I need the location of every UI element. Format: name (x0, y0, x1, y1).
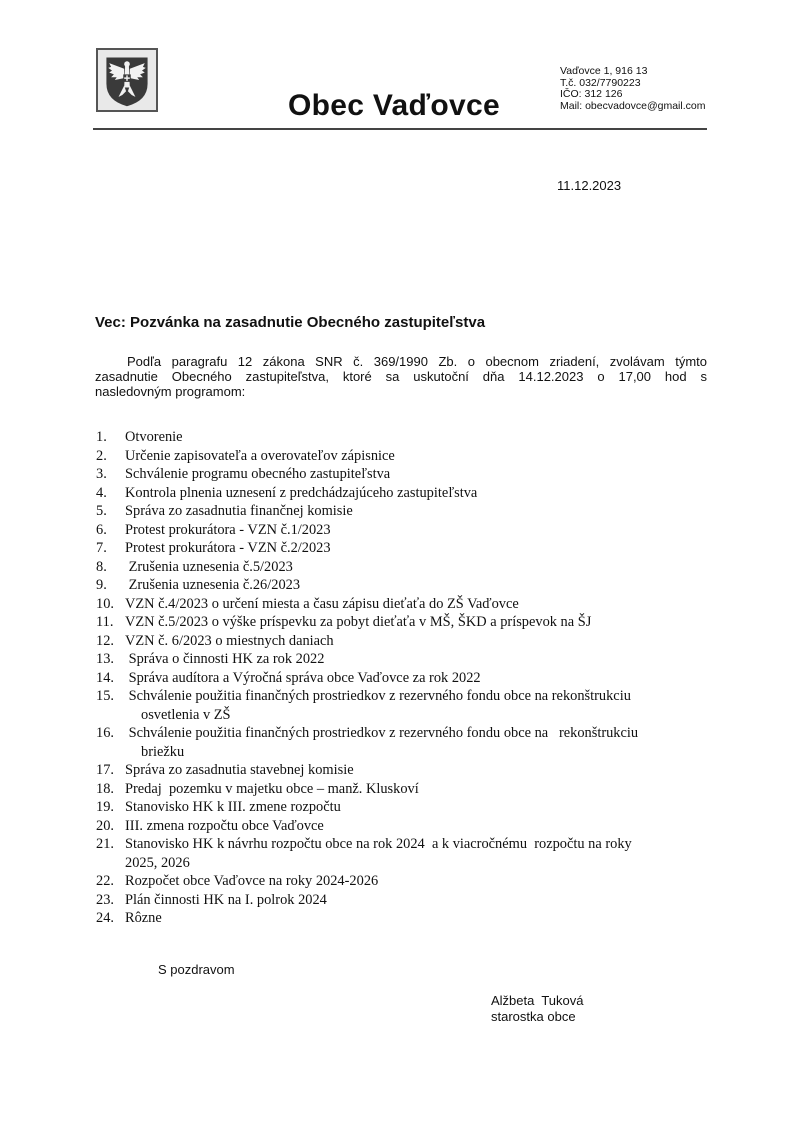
agenda-item (96, 724, 716, 761)
intro-paragraph (95, 354, 707, 399)
intro-line-1: Podľa paragrafu 12 zákona SNR č. 369/1990 Zb. o obecnom zriadení, zvolávam týmto (127, 354, 707, 369)
agenda-item-text (125, 835, 716, 872)
agenda-item (96, 891, 716, 910)
agenda-item (96, 502, 716, 521)
agenda-item-number: 9. (96, 577, 107, 593)
agenda-item (96, 428, 716, 447)
agenda-item (96, 798, 716, 817)
agenda-item-number: 11. (96, 614, 114, 630)
contact-phone: T.č. 032/7790223 (560, 76, 641, 89)
coat-of-arms-icon (96, 48, 158, 112)
agenda-item (96, 835, 716, 872)
signature-block (491, 993, 584, 1025)
agenda-item-number: 12. (96, 632, 114, 649)
signatory-role: starostka obce (491, 1009, 576, 1024)
agenda-item-number: 18. (96, 780, 114, 797)
agenda-item-number: 14. (96, 669, 114, 686)
letter-date: 11.12.2023 (557, 178, 622, 193)
agenda-item-text: III. zmena rozpočtu obce Vaďovce (125, 817, 324, 834)
agenda-item (96, 817, 716, 836)
agenda-item (96, 687, 716, 724)
agenda-item (96, 595, 716, 614)
agenda-item-number: 16. (96, 725, 114, 741)
agenda-item-number: 1. (96, 429, 107, 445)
agenda-item-text: Rôzne (125, 910, 162, 926)
agenda-item (96, 669, 716, 688)
agenda-item-text: Protest prokurátora - VZN č.2/2023 (125, 540, 331, 556)
agenda-item-text: Zrušenia uznesenia č.26/2023 (125, 577, 301, 593)
header-divider (93, 128, 707, 130)
agenda-list (96, 428, 716, 928)
contact-ico: IČO: 312 126 (560, 88, 623, 100)
contact-block (560, 66, 705, 112)
agenda-item-text: Správa o činnosti HK za rok 2022 (125, 651, 325, 667)
agenda-item (96, 650, 716, 669)
agenda-item-number: 2. (96, 447, 107, 464)
agenda-item-text: Správa zo zasadnutia finančnej komisie (125, 503, 353, 519)
agenda-item-text: Kontrola plnenia uznesení z predchádzajúceho zastupiteľstva (125, 484, 478, 501)
agenda-item (96, 576, 716, 595)
agenda-item-number: 19. (96, 799, 114, 815)
agenda-item (96, 613, 716, 632)
agenda-item (96, 521, 716, 540)
intro-line-2: zasadnutie Obecného zastupiteľstva, ktoré sa uskutoční dňa 14.12.2023 o 17,00 hod s (95, 369, 707, 384)
agenda-item (96, 447, 716, 466)
agenda-item-text: VZN č.5/2023 o výške príspevku za pobyt dieťaťa v MŠ, ŠKD a príspevok na ŠJ (125, 614, 592, 630)
agenda-item-number: 13. (96, 651, 114, 667)
signatory-name: Alžbeta Tuková (491, 993, 584, 1008)
agenda-item-text: Stanovisko HK k III. zmene rozpočtu (125, 799, 341, 815)
agenda-item (96, 558, 716, 577)
agenda-item-text: Schválenie programu obecného zastupiteľstva (125, 466, 391, 482)
agenda-item-text (125, 687, 716, 724)
agenda-item-number: 23. (96, 891, 114, 908)
agenda-item-continuation: osvetlenia v ZŠ (141, 706, 231, 723)
agenda-item-number: 4. (96, 484, 107, 501)
agenda-item-continuation: briežku (141, 743, 185, 760)
agenda-item-number: 22. (96, 873, 114, 889)
agenda-item-text: Protest prokurátora - VZN č.1/2023 (125, 521, 331, 538)
agenda-item-number: 3. (96, 466, 107, 482)
agenda-item-continuation: 2025, 2026 (125, 854, 190, 871)
agenda-item-line: Schválenie použitia finančných prostriedkov z rezervného fondu obce na rekonštrukciu (125, 725, 639, 741)
contact-address: Vaďovce 1, 916 13 (560, 65, 648, 77)
agenda-item-text (125, 724, 716, 761)
agenda-item (96, 872, 716, 891)
contact-mail: Mail: obecvadovce@gmail.com (560, 99, 706, 112)
agenda-item (96, 484, 716, 503)
agenda-item-number: 5. (96, 503, 107, 519)
agenda-item (96, 632, 716, 651)
agenda-item-text: Určenie zapisovateľa a overovateľov zápisnice (125, 447, 395, 464)
agenda-item-number: 24. (96, 910, 114, 926)
agenda-item-text: Zrušenia uznesenia č.5/2023 (125, 558, 293, 575)
agenda-item-text: Plán činnosti HK na I. polrok 2024 (125, 891, 327, 908)
agenda-item-number: 15. (96, 688, 114, 704)
municipality-title: Obec Vaďovce (288, 89, 500, 122)
eagle-crest-icon (98, 50, 156, 110)
agenda-item-text: VZN č. 6/2023 o miestnych daniach (125, 632, 334, 649)
agenda-item (96, 909, 716, 928)
agenda-item-number: 10. (96, 595, 114, 612)
agenda-item-line: Schválenie použitia finančných prostriedkov z rezervného fondu obce na rekonštrukciu (125, 688, 631, 704)
agenda-item-text: Správa zo zasadnutia stavebnej komisie (125, 762, 354, 778)
agenda-item-number: 17. (96, 762, 114, 778)
agenda-item-line: Stanovisko HK k návrhu rozpočtu obce na rok 2024 a k viacročnému rozpočtu na roky (125, 836, 632, 852)
agenda-item-number: 8. (96, 558, 107, 575)
agenda-item-text: VZN č.4/2023 o určení miesta a času zápisu dieťaťa do ZŠ Vaďovce (125, 595, 519, 612)
agenda-item (96, 539, 716, 558)
agenda-item (96, 761, 716, 780)
agenda-item-text: Predaj pozemku v majetku obce – manž. Kluskoví (125, 780, 419, 797)
agenda-item-text: Otvorenie (125, 429, 183, 445)
agenda-item (96, 465, 716, 484)
subject-heading: Vec: Pozvánka na zasadnutie Obecného zastupiteľstva (95, 314, 486, 331)
agenda-item-number: 6. (96, 521, 107, 538)
agenda-item-text: Rozpočet obce Vaďovce na roky 2024-2026 (125, 873, 379, 889)
agenda-item (96, 780, 716, 799)
agenda-item-number: 20. (96, 817, 114, 834)
closing-salutation: S pozdravom (158, 962, 235, 977)
intro-line-3: nasledovným programom: (95, 384, 246, 399)
agenda-item-number: 7. (96, 540, 107, 556)
agenda-item-text: Správa audítora a Výročná správa obce Vaďovce za rok 2022 (125, 669, 481, 686)
agenda-item-number: 21. (96, 836, 114, 852)
